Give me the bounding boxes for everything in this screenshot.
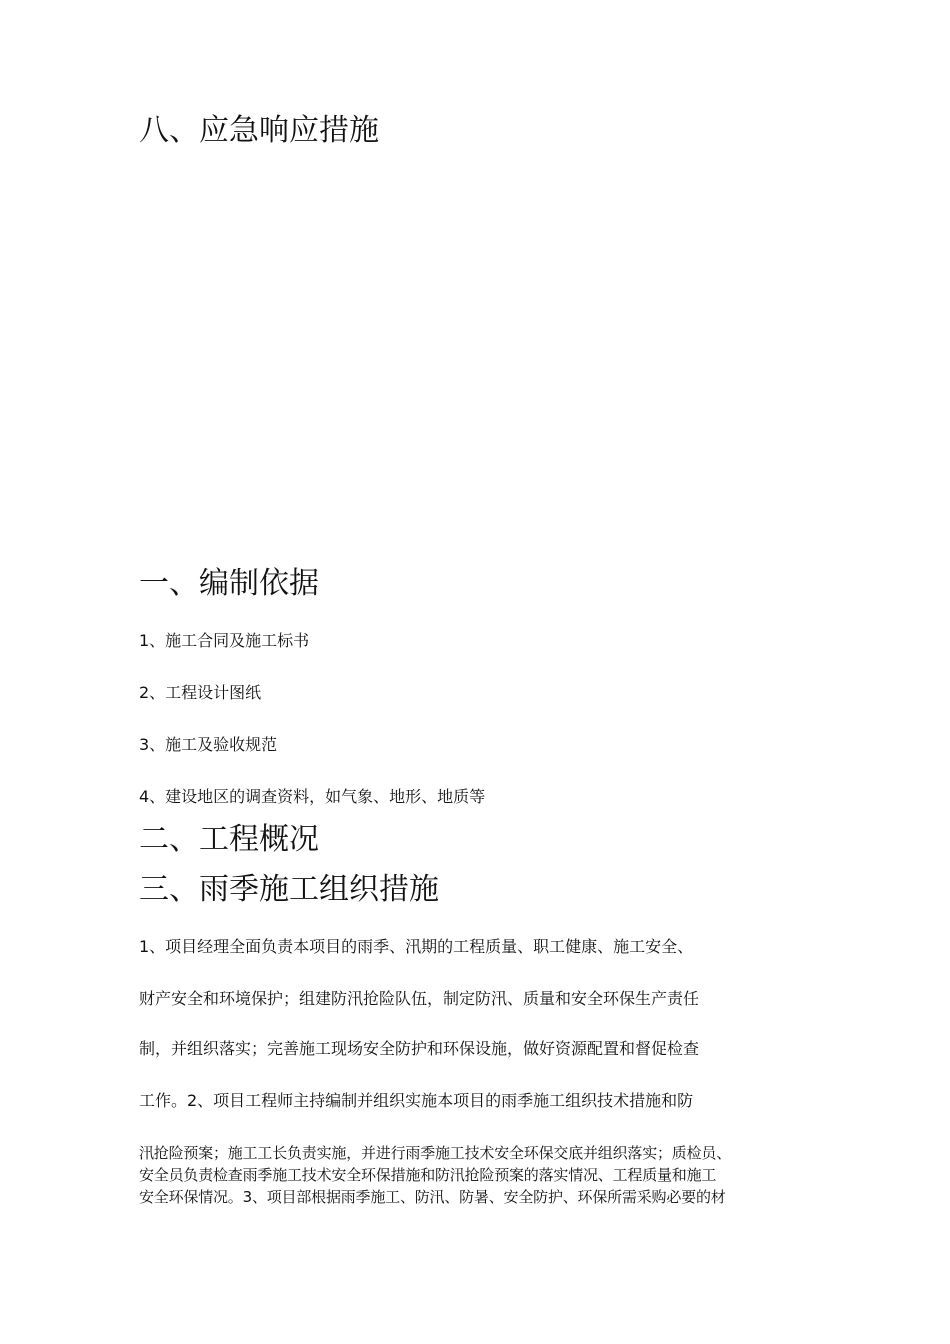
basis-item-2: 2、工程设计图纸 [139,683,262,702]
measures-line-1: 1、项目经理全面负责本项目的雨季、汛期的工程质量、职工健康、施工安全、 [139,937,694,956]
measures-line-2: 财产安全和环境保护；组建防汛抢险队伍，制定防汛、质量和安全环保生产责任 [139,989,700,1008]
section-2-title: 二、工程概况 [139,822,319,857]
measures-line-6: 安全员负责检查雨季施工技术安全环保措施和防汛抢险预案的落实情况、工程质量和施工 [139,1166,717,1184]
section-8-title: 八、应急响应措施 [139,113,379,148]
section-1-title: 一、编制依据 [139,566,319,601]
basis-item-3: 3、施工及验收规范 [139,735,278,754]
basis-item-1: 1、施工合同及施工标书 [139,631,310,650]
measures-line-7: 安全环保情况。3、项目部根据雨季施工、防汛、防暑、安全防护、环保所需采购必要的材 [139,1188,726,1206]
section-3-title: 三、雨季施工组织措施 [139,872,439,907]
measures-line-4: 工作。2、项目工程师主持编制并组织实施本项目的雨季施工组织技术措施和防 [139,1091,694,1110]
measures-line-5: 汛抢险预案；施工工长负责实施，并进行雨季施工技术安全环保交底并组织落实；质检员、 [139,1144,732,1162]
measures-line-3: 制，并组织落实；完善施工现场安全防护和环保设施，做好资源配置和督促检查 [139,1039,700,1058]
basis-item-4: 4、建设地区的调查资料，如气象、地形、地质等 [139,787,486,806]
